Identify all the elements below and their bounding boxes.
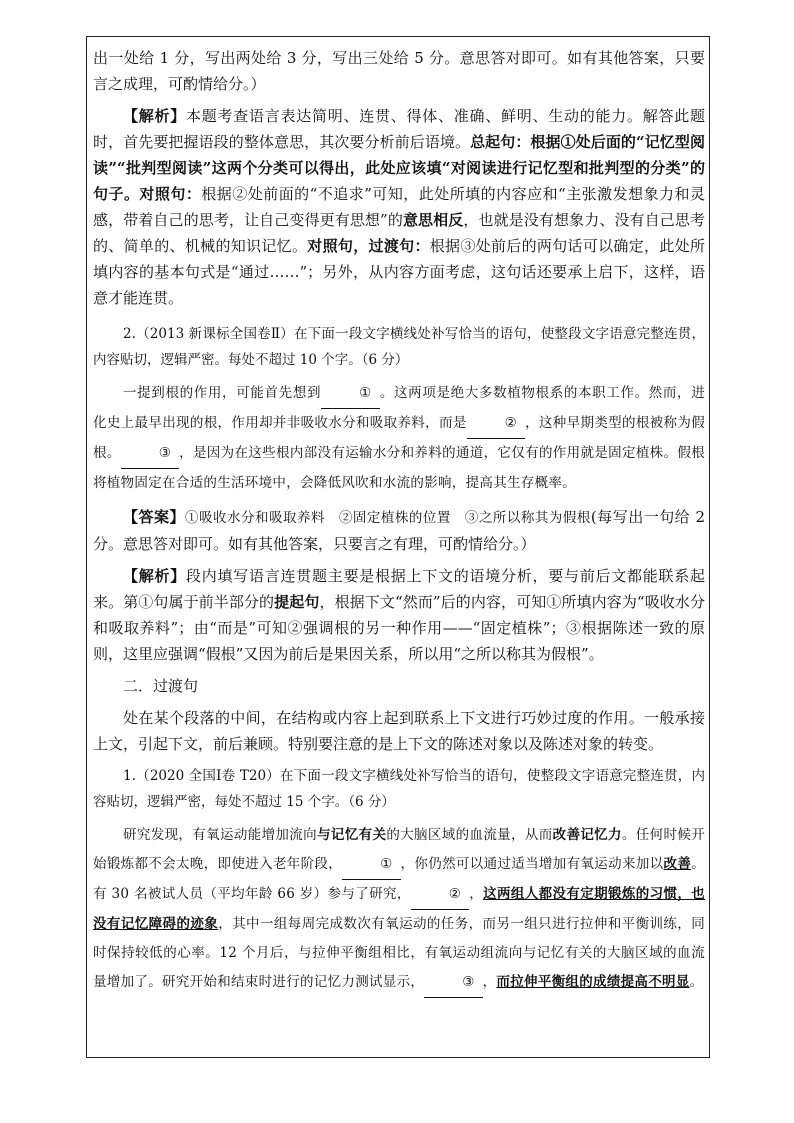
analysis-text: ，也就是没有想象力、没有自己思考的、简单的、机械的知识记忆。: [93, 211, 705, 255]
passage-text: ，其中一组每周完成数次有氧运动的任务，而另一组只进行拉伸和平衡训练，同时保持较低的心率。12 个月后，与拉伸平衡组相比，有氧运动组流向与记忆有关的大脑区域的血流量增加了。研究开始和结束时进行的记忆力测试显示，: [93, 916, 706, 990]
passage-text: 。这两项是绝大多数植物根系的本职工作。然而，进化史上最早出现的根，作用却并非吸收水分和吸取养料，而是: [93, 385, 706, 431]
analysis-text: 段内填写语言连贯题主要是根据上下文的语境分析，要与前后文都能联系起来。第①句属于前半部分的: [93, 567, 705, 611]
blank-2: ②: [467, 409, 525, 439]
section-description: 处在某个段落的中间，在结构或内容上起到联系上下文进行巧妙过度的作用。一般承接上文，引起下文，前后兼顾。特别要注意的是上下文的陈述对象以及陈述对象的转变。: [93, 709, 705, 753]
passage-bold: 改善: [663, 856, 692, 872]
question-3-title: 1.（2020 全国Ⅰ卷 T20）在下面一段文字横线处补写恰当的语句，使整段文字语意完整连贯，内容贴切，逻辑严密，每处不超过 15 个字。（6 分）: [93, 768, 705, 810]
passage-text: ，这种早期类型的根被称为假根。: [93, 415, 705, 461]
blank-3: ③: [424, 968, 482, 998]
analysis-tag: 【解析】: [123, 107, 186, 125]
blank-1: ①: [321, 379, 379, 409]
passage-text: ，你仍然可以通过适当增加有氧运动来加以: [400, 856, 664, 872]
analysis-bold: 对照句，过渡句：: [307, 237, 430, 255]
page-frame: [86, 36, 710, 1058]
question-3-passage: [93, 821, 705, 998]
page-content: [93, 45, 705, 998]
analysis-text: ，根据下文“然而”后的内容，可知①所填内容为“吸收水分和吸取养料”；由“而是”可知②强调根的另一种作用——“固定植株”；③根据陈述一致的原则，这里应强调“假根”又因为前后是果因关系，所以用“之所以称其为假根”。: [93, 593, 705, 663]
blank-1: ①: [342, 850, 400, 880]
passage-text: 。有 30 名被试人员（平均年龄 66 岁）参与了研究，: [93, 856, 705, 902]
passage-text: ，: [482, 974, 497, 990]
passage-text: ，: [469, 886, 484, 902]
analysis-1: [93, 103, 705, 311]
question-2-analysis: [93, 563, 705, 667]
answer-note: (每写出一句给 2 分。意思答对即可。如有其他答案，只要言之有理，可酌情给分。）: [93, 508, 705, 553]
passage-bold: 这两组人都没有定期锻炼的习惯，也没有记忆障碍的迹象: [93, 886, 705, 932]
analysis-bold: 总起句：根据①处后面的“记忆型阅读”“批判型阅读”这两个分类可以得出，此处应该填“对阅读进行记忆型和批判型的分类”的句子。对照句：: [93, 133, 705, 203]
question-2-title: 2.（2013 新课标全国卷Ⅱ）在下面一段文字横线处补写恰当的语句，使整段文字语意完整连贯，内容贴切，逻辑严密。每处不超过 10 个字。（6 分）: [93, 326, 705, 368]
question-2-passage: [93, 379, 705, 498]
passage-text: 。任何时候开始锻炼都不会太晚，即使进入老年阶段，: [93, 827, 705, 872]
analysis-bold: 意思相反: [402, 211, 464, 229]
scoring-note: 出一处给 1 分，写出两处给 3 分，写出三处给 5 分。意思答对即可。如有其他答案，只要言之成理，可酌情给分。）: [93, 49, 705, 93]
passage-text: 。: [689, 974, 704, 990]
passage-bold: 改善记忆力: [552, 827, 622, 843]
blank-2: ②: [411, 880, 469, 910]
passage-bold: 与记忆有关: [317, 827, 387, 843]
blank-3: ③: [121, 439, 179, 469]
analysis-bold: 提起句: [274, 593, 320, 611]
passage-text: ，是因为在这些根内部没有运输水分和养料的通道，它仅有的作用就是固定植株。假根将植物固定在合适的生活环境中，会降低风吹和水流的影响，提高其生存概率。: [93, 445, 705, 491]
section-heading: 二．过渡句: [123, 677, 199, 695]
answer-tag: 【答案】: [123, 508, 185, 526]
passage-text: 研究发现，有氧运动能增加流向: [123, 827, 318, 843]
analysis-tag: 【解析】: [123, 567, 186, 585]
analysis-text: 根据③处前后的两句话可以确定，此处所填内容的基本句式是“通过……”；另外，从内容方面考虑，这句话还要承上启下，这样，语意才能连贯。: [93, 237, 705, 307]
analysis-text: 根据②处前面的“不追求”可知，此处所填的内容应和“主张激发想象力和灵感，带着自己的思考，让自己变得更有思想”的: [93, 185, 705, 229]
analysis-text: 本题考查语言表达简明、连贯、得体、准确、鲜明、生动的能力。解答此题时，首先要把握语段的整体意思，其次要分析前后语境。: [93, 107, 705, 151]
answer-text: ①吸收水分和吸取养料 ②固定植株的位置 ③之所以称其为假根: [184, 510, 591, 526]
question-2-answer: [93, 504, 705, 557]
passage-bold: 而拉伸平衡组的成绩提高不明显: [496, 974, 690, 990]
passage-text: 一提到根的作用，可能首先想到: [123, 385, 322, 401]
passage-text: 的大脑区域的血流量，从而: [386, 827, 553, 843]
